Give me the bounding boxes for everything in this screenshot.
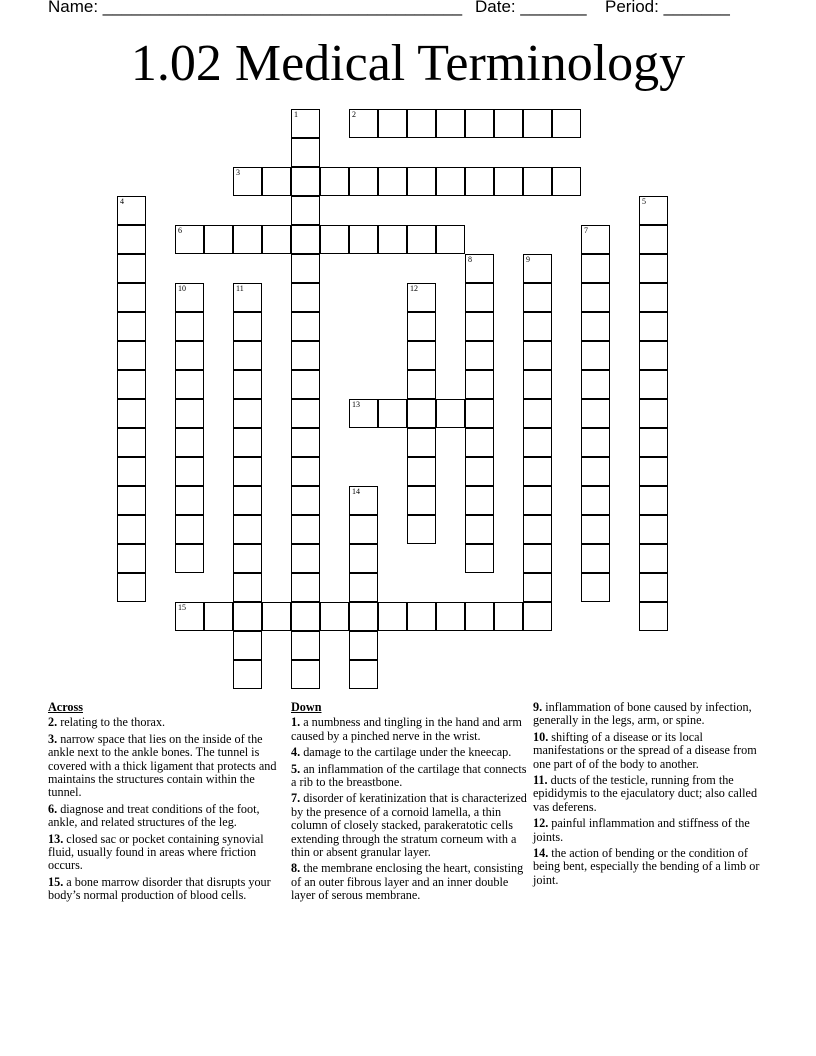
grid-cell[interactable] <box>523 399 552 428</box>
clue-number: 15 <box>178 603 186 612</box>
grid-cell[interactable] <box>552 167 581 196</box>
clue-item <box>48 716 286 729</box>
clue-item-text: disorder of keratinization that is characterized by the presence of a cornoid lamella, a thin column of closely stacked, parakeratotic cells extending through the stratum corneum with a thin or absent granular layer. <box>291 791 527 860</box>
period-field[interactable]: Period: _______ <box>605 0 730 16</box>
grid-cell[interactable] <box>117 341 146 370</box>
clue-item-text: inflammation of bone caused by infection, generally in the legs, arm, or spine. <box>533 700 752 728</box>
grid-cell[interactable] <box>233 167 262 196</box>
grid-cell[interactable] <box>349 486 378 515</box>
clue-item-text: the membrane enclosing the heart, consisting of an outer fibrous layer and an inner double layer of serous membrane. <box>291 861 524 903</box>
clue-item-number: 9. <box>533 700 543 714</box>
grid-cell[interactable] <box>639 457 668 486</box>
grid-cell[interactable] <box>204 602 233 631</box>
clue-item <box>533 701 763 728</box>
grid-cell[interactable] <box>552 109 581 138</box>
grid-cell[interactable] <box>523 486 552 515</box>
grid-cell[interactable] <box>349 631 378 660</box>
grid-cell[interactable] <box>262 167 291 196</box>
date-field[interactable]: Date: _______ <box>475 0 587 16</box>
grid-cell[interactable] <box>291 602 320 631</box>
clue-number: 8 <box>468 255 472 264</box>
grid-cell[interactable] <box>175 283 204 312</box>
grid-cell[interactable] <box>639 312 668 341</box>
grid-cell[interactable] <box>581 312 610 341</box>
grid-cell[interactable] <box>291 283 320 312</box>
grid-cell[interactable] <box>291 109 320 138</box>
grid-cell[interactable] <box>175 602 204 631</box>
clue-item-number: 7. <box>291 791 301 806</box>
grid-cell[interactable] <box>291 138 320 167</box>
grid-cell[interactable] <box>233 225 262 254</box>
grid-cell[interactable] <box>436 225 465 254</box>
grid-cell[interactable] <box>407 515 436 544</box>
grid-cell[interactable] <box>291 660 320 689</box>
grid-cell[interactable] <box>349 602 378 631</box>
grid-cell[interactable] <box>117 312 146 341</box>
grid-cell[interactable] <box>233 631 262 660</box>
grid-cell[interactable] <box>378 225 407 254</box>
clue-item <box>533 817 763 844</box>
clue-item <box>533 731 763 771</box>
clue-item-text: the action of bending or the condition of being bent, especially the bending of a limb or joint. <box>533 846 760 887</box>
clue-number: 1 <box>294 110 298 119</box>
grid-cell[interactable] <box>233 283 262 312</box>
clue-item-number: 14. <box>533 846 549 861</box>
grid-cell[interactable] <box>639 254 668 283</box>
grid-cell[interactable] <box>291 254 320 283</box>
grid-cell[interactable] <box>639 225 668 254</box>
grid-cell[interactable] <box>378 602 407 631</box>
grid-cell[interactable] <box>378 109 407 138</box>
clue-item-text: a numbness and tingling in the hand and arm caused by a pinched nerve in the wrist. <box>291 715 522 743</box>
grid-cell[interactable] <box>465 312 494 341</box>
grid-cell[interactable] <box>465 544 494 573</box>
clue-item-text: relating to the thorax. <box>57 715 166 730</box>
clue-number: 13 <box>352 400 360 409</box>
grid-cell[interactable] <box>175 225 204 254</box>
grid-cell[interactable] <box>349 660 378 689</box>
grid-cell[interactable] <box>523 109 552 138</box>
clue-item <box>291 716 527 743</box>
grid-cell[interactable] <box>465 457 494 486</box>
grid-cell[interactable] <box>175 428 204 457</box>
grid-cell[interactable] <box>581 544 610 573</box>
grid-cell[interactable] <box>494 167 523 196</box>
grid-cell[interactable] <box>523 283 552 312</box>
grid-cell[interactable] <box>523 602 552 631</box>
grid-cell[interactable] <box>233 370 262 399</box>
grid-cell[interactable] <box>291 631 320 660</box>
grid-cell[interactable] <box>639 602 668 631</box>
grid-cell[interactable] <box>523 428 552 457</box>
down-clues <box>291 701 527 906</box>
grid-cell[interactable] <box>378 167 407 196</box>
grid-cell[interactable] <box>291 457 320 486</box>
grid-cell[interactable] <box>465 254 494 283</box>
grid-cell[interactable] <box>349 225 378 254</box>
grid-cell[interactable] <box>175 486 204 515</box>
clue-item-text: diagnose and treat conditions of the foot, ankle, and related structures of the leg. <box>48 801 260 830</box>
grid-cell[interactable] <box>581 225 610 254</box>
grid-cell[interactable] <box>581 370 610 399</box>
clue-item <box>48 833 286 873</box>
grid-cell[interactable] <box>523 312 552 341</box>
clue-item-text: narrow space that lies on the inside of the ankle next to the ankle bones. The tunnel is covered with a thick ligament that protects and maintains the structures contain within the tunnel. <box>48 731 277 800</box>
grid-cell[interactable] <box>407 399 436 428</box>
grid-cell[interactable] <box>117 573 146 602</box>
clue-item-number: 15. <box>48 874 64 889</box>
grid-cell[interactable] <box>349 573 378 602</box>
grid-cell[interactable] <box>581 254 610 283</box>
grid-cell[interactable] <box>523 341 552 370</box>
grid-cell[interactable] <box>639 573 668 602</box>
clue-item-number: 10. <box>533 729 549 744</box>
grid-cell[interactable] <box>349 515 378 544</box>
grid-cell[interactable] <box>523 167 552 196</box>
grid-cell[interactable] <box>349 109 378 138</box>
grid-cell[interactable] <box>465 370 494 399</box>
grid-cell[interactable] <box>175 544 204 573</box>
grid-cell[interactable] <box>262 225 291 254</box>
grid-cell[interactable] <box>465 486 494 515</box>
grid-cell[interactable] <box>117 486 146 515</box>
clue-number: 12 <box>410 284 418 293</box>
grid-cell[interactable] <box>465 428 494 457</box>
grid-cell[interactable] <box>175 312 204 341</box>
clue-item <box>48 803 286 830</box>
grid-cell[interactable] <box>639 283 668 312</box>
grid-cell[interactable] <box>523 544 552 573</box>
grid-cell[interactable] <box>233 399 262 428</box>
grid-cell[interactable] <box>407 370 436 399</box>
clue-number: 4 <box>120 197 124 206</box>
grid-cell[interactable] <box>291 370 320 399</box>
grid-cell[interactable] <box>117 544 146 573</box>
grid-cell[interactable] <box>233 428 262 457</box>
grid-cell[interactable] <box>523 457 552 486</box>
grid-cell[interactable] <box>523 254 552 283</box>
grid-cell[interactable] <box>581 486 610 515</box>
grid-cell[interactable] <box>436 167 465 196</box>
grid-cell[interactable] <box>233 486 262 515</box>
grid-cell[interactable] <box>291 196 320 225</box>
clue-number: 3 <box>236 168 240 177</box>
grid-cell[interactable] <box>407 428 436 457</box>
grid-cell[interactable] <box>407 486 436 515</box>
clue-item-number: 5. <box>291 761 301 776</box>
clue-number: 6 <box>178 226 182 235</box>
grid-cell[interactable] <box>407 602 436 631</box>
grid-cell[interactable] <box>581 457 610 486</box>
grid-cell[interactable] <box>407 341 436 370</box>
grid-cell[interactable] <box>465 602 494 631</box>
clue-item-number: 1. <box>291 715 301 730</box>
clue-item-number: 3. <box>48 731 58 746</box>
grid-cell[interactable] <box>175 515 204 544</box>
clue-item-text: a bone marrow disorder that disrupts your body’s normal production of blood cells. <box>48 874 271 903</box>
clue-item-text: damage to the cartilage under the kneecap. <box>300 745 512 760</box>
clue-item <box>533 847 763 887</box>
grid-cell[interactable] <box>175 457 204 486</box>
grid-cell[interactable] <box>117 225 146 254</box>
clue-item-number: 2. <box>48 715 58 730</box>
grid-cell[interactable] <box>320 225 349 254</box>
grid-cell[interactable] <box>175 341 204 370</box>
grid-cell[interactable] <box>204 225 233 254</box>
grid-cell[interactable] <box>407 167 436 196</box>
grid-cell[interactable] <box>291 428 320 457</box>
down-clues-continued <box>533 701 763 890</box>
grid-cell[interactable] <box>320 602 349 631</box>
grid-cell[interactable] <box>175 370 204 399</box>
grid-cell[interactable] <box>494 602 523 631</box>
grid-cell[interactable] <box>117 515 146 544</box>
grid-cell[interactable] <box>465 167 494 196</box>
grid-cell[interactable] <box>291 573 320 602</box>
grid-cell[interactable] <box>320 167 349 196</box>
grid-cell[interactable] <box>175 399 204 428</box>
grid-cell[interactable] <box>378 399 407 428</box>
grid-cell[interactable] <box>233 312 262 341</box>
grid-cell[interactable] <box>523 370 552 399</box>
clue-item-text: closed sac or pocket containing synovial fluid, usually found in areas where friction occurs. <box>48 831 264 873</box>
clue-number: 2 <box>352 110 356 119</box>
grid-cell[interactable] <box>233 341 262 370</box>
grid-cell[interactable] <box>233 515 262 544</box>
clue-item-text: an inflammation of the cartilage that connects a rib to the breastbone. <box>291 761 527 790</box>
grid-cell[interactable] <box>407 312 436 341</box>
grid-cell[interactable] <box>465 283 494 312</box>
grid-cell[interactable] <box>117 196 146 225</box>
clue-item <box>48 733 286 800</box>
clue-item-number: 8. <box>291 861 301 876</box>
grid-cell[interactable] <box>581 341 610 370</box>
grid-cell[interactable] <box>581 283 610 312</box>
grid-cell[interactable] <box>436 399 465 428</box>
grid-cell[interactable] <box>639 428 668 457</box>
grid-cell[interactable] <box>117 370 146 399</box>
grid-cell[interactable] <box>407 283 436 312</box>
grid-cell[interactable] <box>581 399 610 428</box>
across-clues <box>48 701 286 906</box>
clue-number: 7 <box>584 226 588 235</box>
grid-cell[interactable] <box>407 457 436 486</box>
grid-cell[interactable] <box>639 544 668 573</box>
clue-item-text: ducts of the testicle, running from the epididymis to the ejaculatory duct; also called vas deferens. <box>533 773 758 814</box>
grid-cell[interactable] <box>117 283 146 312</box>
grid-cell[interactable] <box>523 573 552 602</box>
grid-cell[interactable] <box>117 254 146 283</box>
grid-cell[interactable] <box>407 225 436 254</box>
grid-cell[interactable] <box>436 109 465 138</box>
clue-item <box>533 774 763 814</box>
clue-item-number: 6. <box>48 801 58 816</box>
clue-item-number: 4. <box>291 745 301 760</box>
grid-cell[interactable] <box>117 399 146 428</box>
grid-cell[interactable] <box>436 602 465 631</box>
grid-cell[interactable] <box>233 457 262 486</box>
clue-item-text: painful inflammation and stiffness of the joints. <box>533 816 750 844</box>
grid-cell[interactable] <box>407 109 436 138</box>
grid-cell[interactable] <box>291 225 320 254</box>
clue-item <box>291 746 527 759</box>
grid-cell[interactable] <box>291 167 320 196</box>
grid-cell[interactable] <box>581 573 610 602</box>
clue-number: 10 <box>178 284 186 293</box>
grid-cell[interactable] <box>291 515 320 544</box>
across-heading: Across <box>48 700 83 714</box>
grid-cell[interactable] <box>639 515 668 544</box>
grid-cell[interactable] <box>494 109 523 138</box>
grid-cell[interactable] <box>117 457 146 486</box>
grid-cell[interactable] <box>349 167 378 196</box>
grid-cell[interactable] <box>465 399 494 428</box>
grid-cell[interactable] <box>639 196 668 225</box>
grid-cell[interactable] <box>117 428 146 457</box>
grid-cell[interactable] <box>523 515 552 544</box>
clue-item-number: 13. <box>48 831 64 846</box>
grid-cell[interactable] <box>349 399 378 428</box>
grid-cell[interactable] <box>291 399 320 428</box>
clue-number: 5 <box>642 197 646 206</box>
page-title: 1.02 Medical Terminology <box>130 35 686 92</box>
clue-number: 9 <box>526 255 530 264</box>
grid-cell[interactable] <box>262 602 291 631</box>
clue-number: 14 <box>352 487 360 496</box>
grid-cell[interactable] <box>291 312 320 341</box>
grid-cell[interactable] <box>639 399 668 428</box>
grid-cell[interactable] <box>465 515 494 544</box>
grid-cell[interactable] <box>291 341 320 370</box>
grid-cell[interactable] <box>233 573 262 602</box>
grid-cell[interactable] <box>349 544 378 573</box>
clue-item-number: 12. <box>533 816 549 831</box>
grid-cell[interactable] <box>465 341 494 370</box>
clue-item <box>291 862 527 902</box>
clue-item <box>291 792 527 859</box>
clue-item-text: shifting of a disease or its local manifestations or the spread of a disease from one part of of the body to another. <box>533 729 757 771</box>
grid-cell[interactable] <box>639 370 668 399</box>
clue-item-number: 11. <box>533 773 548 788</box>
clue-item <box>48 876 286 903</box>
grid-cell[interactable] <box>233 660 262 689</box>
clue-number: 11 <box>236 284 244 293</box>
clue-item <box>291 763 527 790</box>
grid-cell[interactable] <box>581 515 610 544</box>
grid-cell[interactable] <box>465 109 494 138</box>
grid-cell[interactable] <box>639 341 668 370</box>
grid-cell[interactable] <box>639 486 668 515</box>
down-heading: Down <box>291 700 322 714</box>
grid-cell[interactable] <box>233 544 262 573</box>
name-field[interactable]: Name: ______________________________________ <box>48 0 463 16</box>
grid-cell[interactable] <box>291 544 320 573</box>
grid-cell[interactable] <box>291 486 320 515</box>
grid-cell[interactable] <box>233 602 262 631</box>
grid-cell[interactable] <box>581 428 610 457</box>
